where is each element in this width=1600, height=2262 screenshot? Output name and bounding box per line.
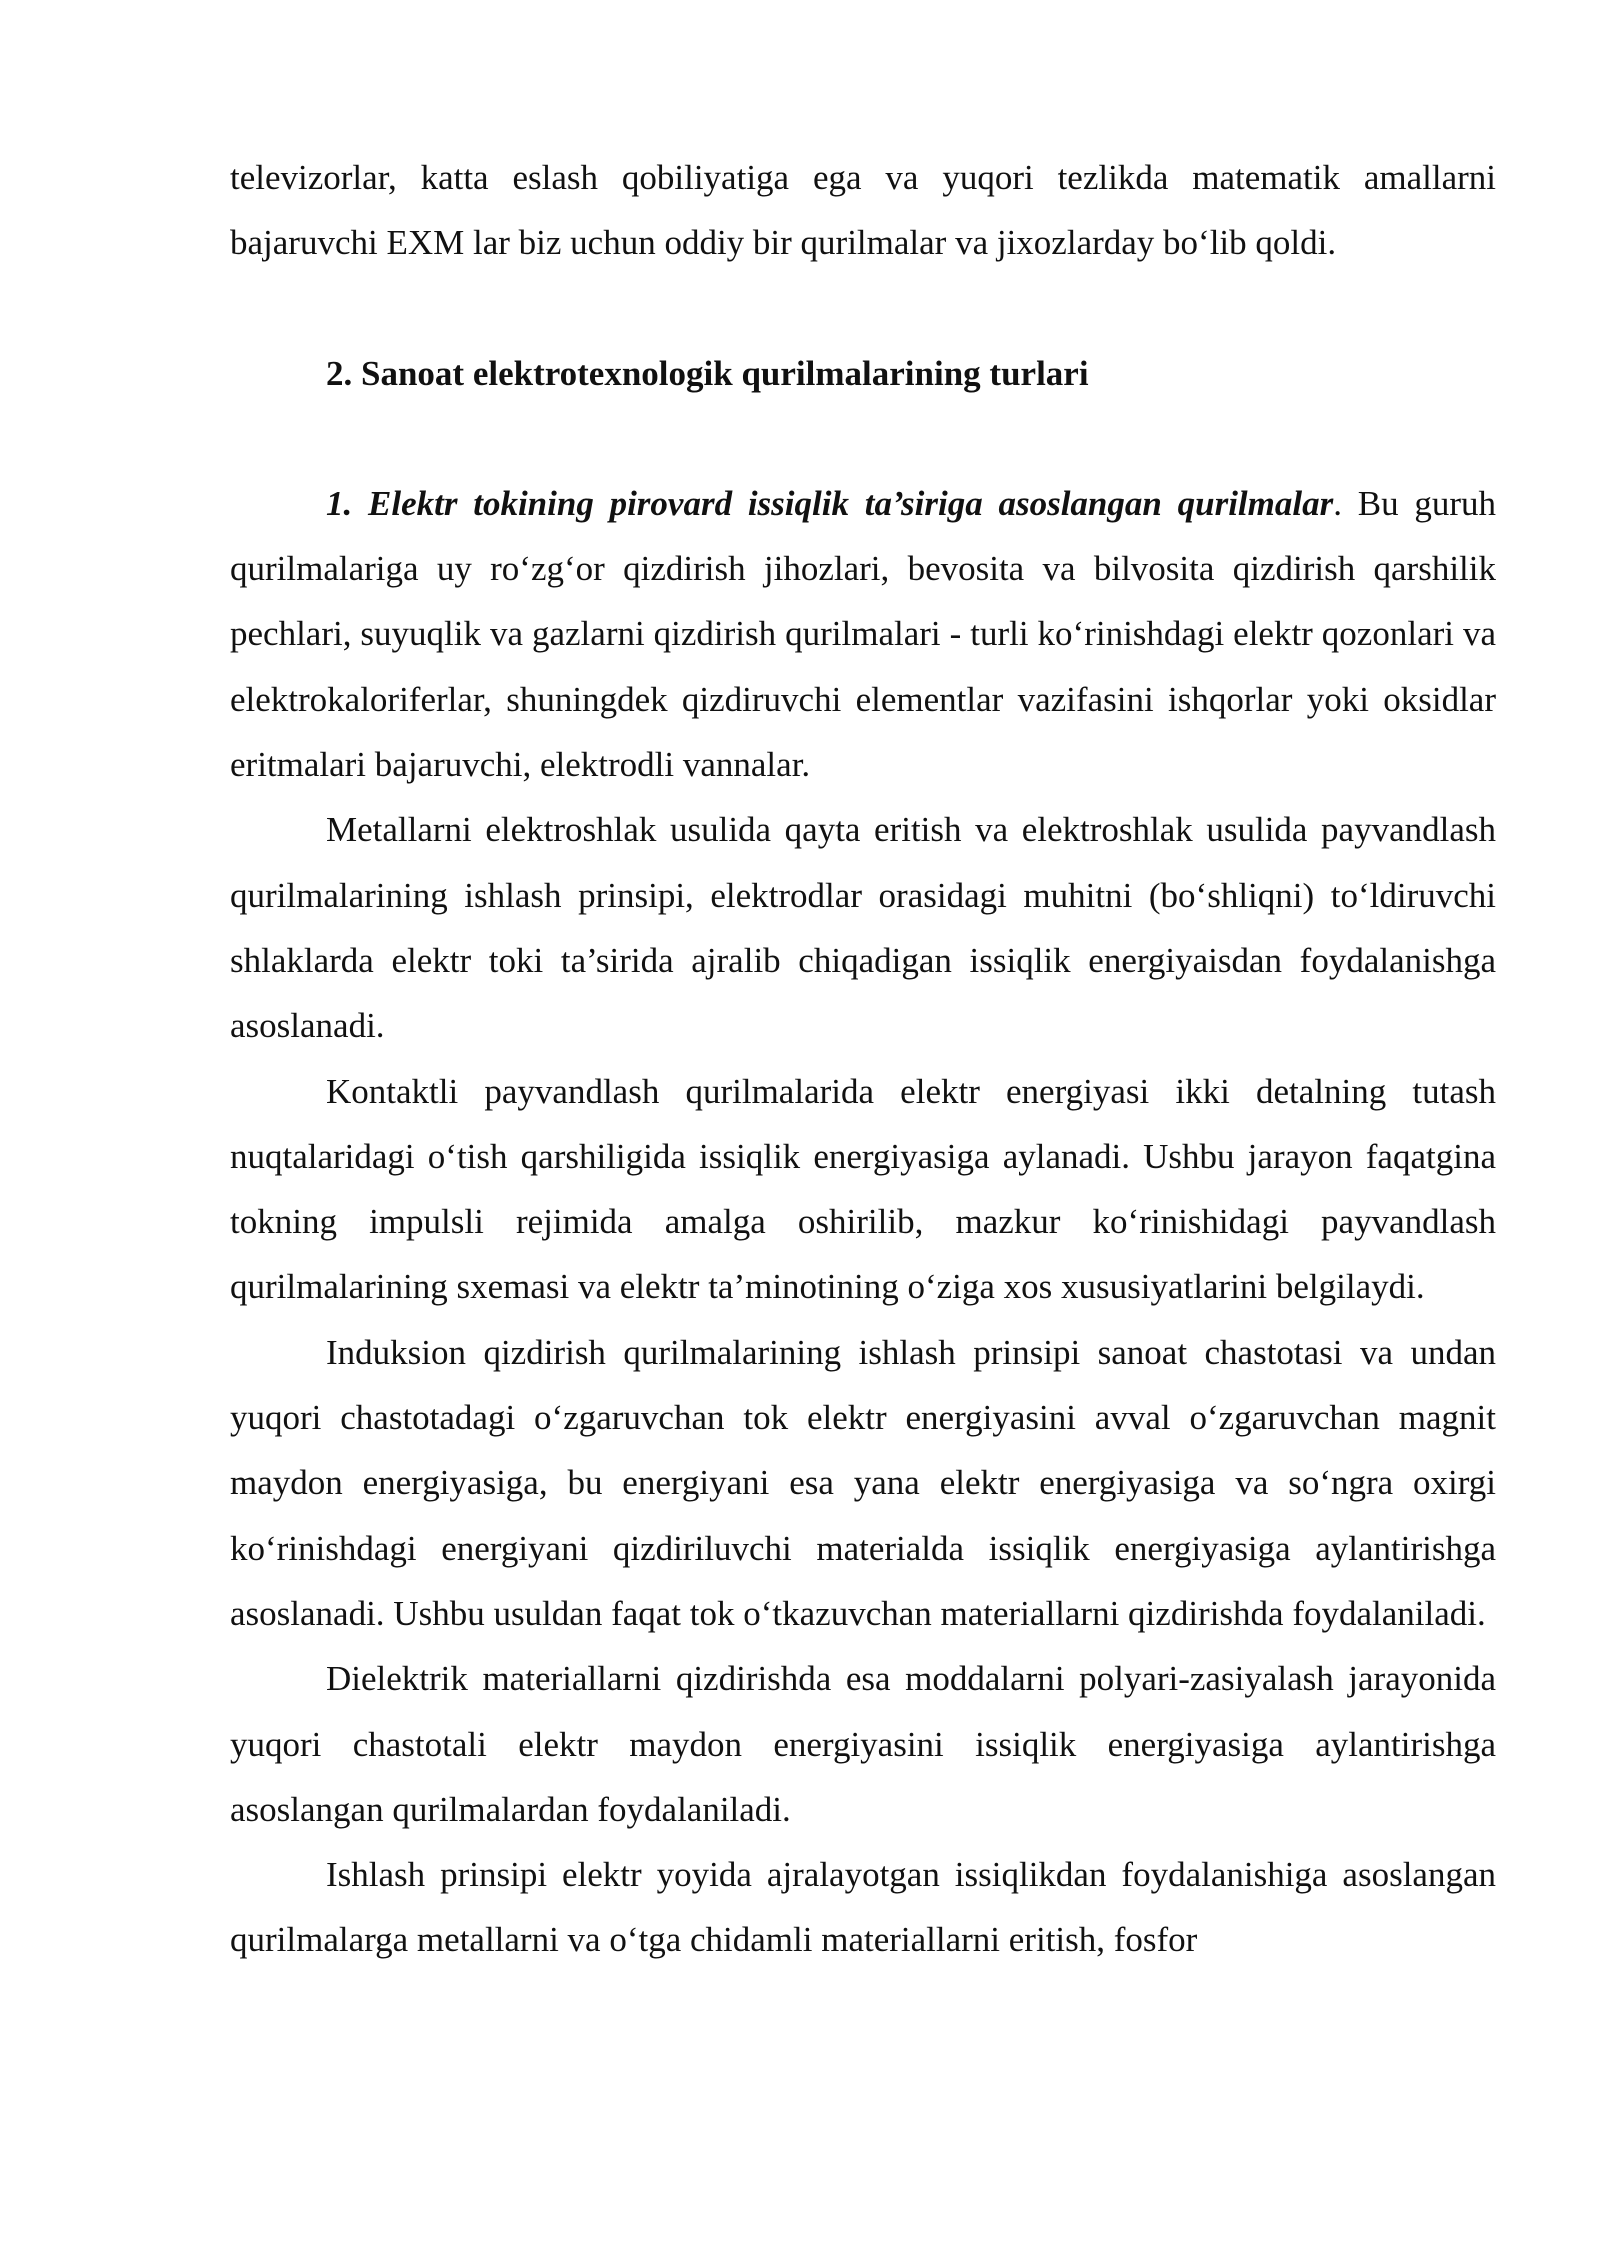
paragraph-electroslag: Metallarni elektroshlak usulida qayta eritish va elektroshlak usulida payvandlash qurilmalarining ishlash prinsipi, elektrodlar orasidagi muhitni (bo‘shliqni) to‘ldiruvchi shlaklarda elektr toki ta’sirida ajralib chiqadigan issiqlik energiyaisdan foydalanishga asoslanadi.	[230, 810, 1496, 1046]
document-page	[230, 145, 1496, 1973]
spacer	[230, 276, 1496, 341]
item1-text: . Bu guruh qurilmalariga uy ro‘zg‘or qizdirish jihozlari, bevosita va bilvosita qizdirish qarshilik pechlari, suyuqlik va gazlarni qizdirish qurilmalari - turli ko‘rinishdagi elektr qozonlari va elektrokaloriferlar, shuningdek qizdiruvchi elementlar vazifasini ishqorlar yoki oksidlar eritmalari bajaruvchi, elektrodli vannalar.	[230, 483, 1497, 785]
paragraph-induction: Induksion qizdirish qurilmalarining ishlash prinsipi sanoat chastotasi va undan yuqori chastotadagi o‘zgaruvchan tok elektr energiyasini avval o‘zgaruvchan magnit maydon energiyasiga, bu energiyani esa yana elektr energiyasiga va so‘ngra oxirgi ko‘rinishdagi energiyani qizdiriluvchi materialda issiqlik energiyasiga aylantirishga asoslanadi. Ushbu usuldan faqat tok o‘tkazuvchan materiallarni qizdirishda foydalaniladi.	[230, 1332, 1496, 1633]
section-heading: 2. Sanoat elektrotexnologik qurilmalarining turlari	[326, 353, 1089, 393]
spacer	[230, 406, 1496, 471]
item1-paragraph	[230, 471, 1496, 797]
paragraph-arc: Ishlash prinsipi elektr yoyida ajralayotgan issiqlikdan foydalanishiga asoslangan qurilmalarga metallarni va o‘tga chidamli materiallarni eritish, fosfor	[230, 1855, 1496, 1960]
paragraph-contact-welding: Kontaktli payvandlash qurilmalarida elektr energiyasi ikki detalning tutash nuqtalaridagi o‘tish qarshiligida issiqlik energiyasiga aylanadi. Ushbu jarayon faqatgina tokning impulsli rejimida amalga oshirilib, mazkur ko‘rinishidagi payvandlash qurilmalarining sxemasi va elektr ta’minotining o‘ziga xos xususiyatlarini belgilaydi.	[230, 1071, 1496, 1307]
intro-paragraph: televizorlar, katta eslash qobiliyatiga ega va yuqori tezlikda matematik amallarni bajaruvchi EXM lar biz uchun oddiy bir qurilmalar va jixozlarday bo‘lib qoldi.	[230, 158, 1496, 263]
paragraph-dielectric: Dielektrik materiallarni qizdirishda esa moddalarni polyari-zasiyalash jarayonida yuqori chastotali elektr maydon energiyasini issiqlik energiyasiga aylantirishga asoslangan qurilmalardan foydalaniladi.	[230, 1659, 1496, 1829]
item1-lead: 1. Elektr tokining pirovard issiqlik ta’siriga asoslangan qurilmalar	[326, 483, 1334, 523]
